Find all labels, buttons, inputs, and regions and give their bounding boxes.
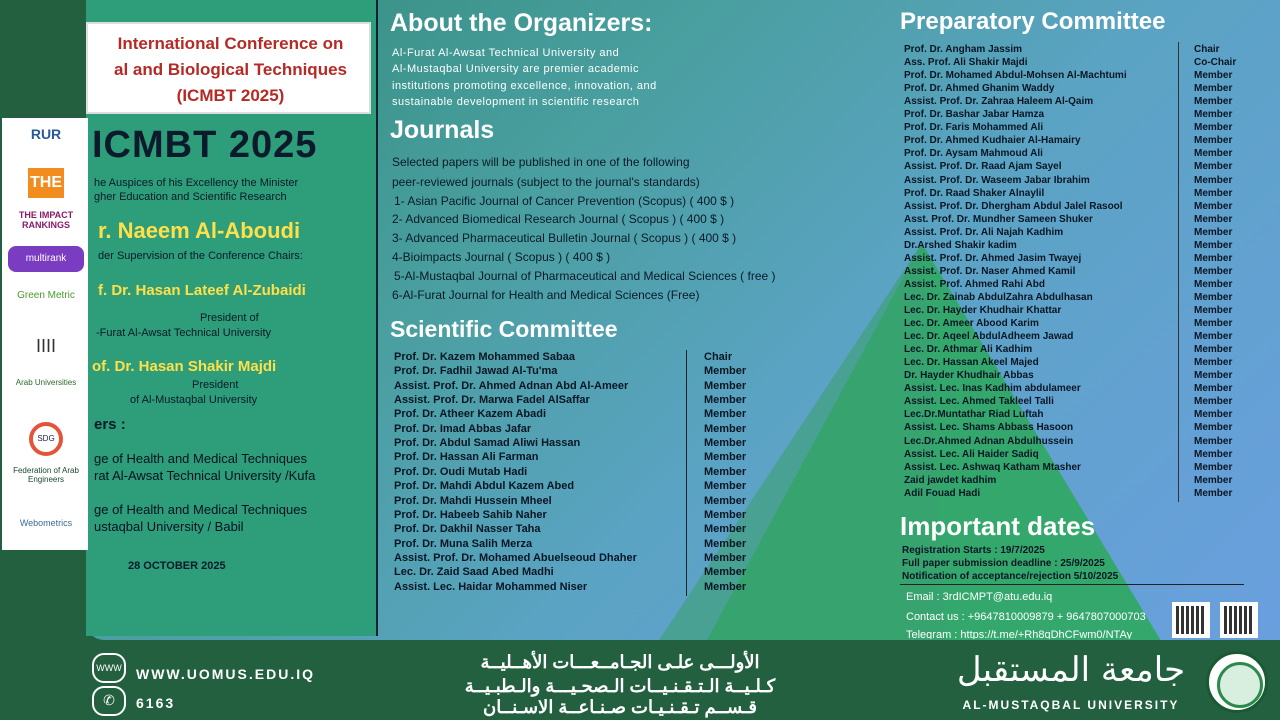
committee-row — [904, 135, 1244, 148]
webometrics-logo: Webometrics — [19, 518, 73, 528]
committee-row — [904, 488, 1244, 501]
committee-row — [904, 96, 1244, 109]
about-line2: Al-Mustaqbal University are premier academic — [392, 63, 639, 75]
member-role: Member — [1194, 83, 1233, 95]
conference-date: 28 OCTOBER 2025 — [128, 560, 226, 572]
committee-row — [904, 436, 1244, 449]
university-arabic-name: جامعة المستقبل — [956, 650, 1186, 690]
organizer1-line1: ge of Health and Medical Techniques — [94, 451, 307, 466]
committee-row — [904, 318, 1244, 331]
member-name: Assist. Prof. Dr. Marwa Fadel AlSaffar — [394, 394, 590, 407]
committee-row — [904, 422, 1244, 435]
member-name: Lec.Dr.Muntathar Riad Luftah — [904, 409, 1044, 421]
web-icon: WWW — [92, 653, 126, 683]
notification-date: Notification of acceptance/rejection 5/10/2025 — [902, 571, 1119, 582]
chair1-name: f. Dr. Hasan Lateef Al-Zubaidi — [98, 282, 306, 299]
ranking-logos — [2, 118, 88, 550]
member-name: Assist. Prof. Dr. Naser Ahmed Kamil — [904, 265, 1076, 277]
footer-arabic-line2: كـلـيــة الـتـقـنـيــات الـصحـيـــة والـطبـيــة — [464, 676, 776, 696]
committee-row — [394, 480, 764, 494]
member-name: Prof. Dr. Hassan Ali Farman — [394, 451, 539, 464]
committee-row — [394, 509, 764, 523]
committee-row — [904, 122, 1244, 135]
greenmetric-logo: Green Metric — [17, 290, 75, 301]
conference-title-line3: (ICMBT 2025) — [176, 86, 285, 105]
registration-date: Registration Starts : 19/7/2025 — [902, 545, 1045, 556]
member-role: Member — [704, 480, 747, 493]
member-role: Member — [704, 508, 747, 521]
member-name: Prof. Dr. Faris Mohammed Ali — [904, 122, 1044, 134]
member-role: Member — [1194, 370, 1233, 382]
member-name: Prof. Dr. Bashar Jabar Hamza — [904, 109, 1045, 121]
member-name: Prof. Dr. Oudi Mutab Hadi — [394, 465, 528, 478]
minister-name: r. Naeem Al-Aboudi — [98, 218, 301, 243]
about-line3: institutions promoting excellence, innovation, and — [392, 80, 657, 92]
member-role: Member — [1194, 305, 1233, 316]
footer-arabic-line1: الأولـــى علـى الجـامــعـــات الأهــليــة — [480, 652, 760, 672]
organizer2-line2: ustaqbal University / Babil — [94, 519, 244, 534]
member-name: Assist. Lec. Ashwaq Katham Mtasher — [904, 461, 1081, 473]
member-name: Prof. Dr. Ahmed Ghanim Waddy — [904, 83, 1055, 95]
member-role: Member — [704, 551, 747, 564]
committee-row — [904, 201, 1244, 214]
committee-row — [904, 331, 1244, 344]
university-english-name: AL-MUSTAQBAL UNIVERSITY — [962, 698, 1180, 712]
member-role: Member — [1194, 487, 1233, 499]
member-name: Lec. Dr. Zaid Saad Abed Madhi — [394, 566, 554, 579]
footer-arabic-line3: قـســم تـقـنـيـات صـنـاعــة الاسـنــان — [483, 697, 757, 717]
member-role: Chair — [704, 351, 733, 363]
member-role: Member — [1194, 226, 1233, 238]
organizers-label: ers : — [94, 416, 126, 433]
member-role: Member — [1194, 200, 1233, 212]
auspices-line2: gher Education and Scientific Research — [94, 191, 287, 203]
member-name: Prof. Dr. Fadhil Jawad Al-Tu'ma — [394, 365, 558, 378]
member-role: Member — [704, 422, 747, 435]
committee-row — [394, 495, 764, 509]
member-role: Member — [1194, 396, 1233, 408]
committee-row — [394, 451, 764, 465]
committee-row — [904, 305, 1244, 318]
journals-intro1: Selected papers will be published in one of the following — [392, 155, 690, 169]
member-role: Member — [1194, 331, 1233, 343]
committee-row — [394, 538, 764, 552]
multirank-logo: multirank — [8, 246, 84, 272]
member-name: Ass. Prof. Ali Shakir Majdi — [904, 57, 1028, 69]
committee-row — [904, 344, 1244, 357]
committee-row — [904, 475, 1244, 488]
about-line4: sustainable development in scientific research — [392, 96, 640, 108]
committee-row — [394, 394, 764, 408]
committee-row — [394, 523, 764, 537]
auspices-line1: he Auspices of his Excellency the Minister — [94, 177, 299, 189]
committee-row — [904, 70, 1244, 83]
organizer1-line2: rat Al-Awsat Technical University /Kufa — [94, 468, 316, 483]
member-role: Member — [1194, 435, 1233, 447]
member-role: Member — [1194, 174, 1233, 186]
member-name: Prof. Dr. Mohamed Abdul-Mohsen Al-Machtumi — [904, 70, 1127, 82]
committee-row — [904, 266, 1244, 279]
committee-row — [904, 214, 1244, 227]
member-role: Member — [1194, 448, 1233, 460]
member-name: Prof. Dr. Dakhil Nasser Taha — [394, 523, 541, 536]
member-name: Lec. Dr. Zainab AbdulZahra Abdulhasan — [904, 291, 1093, 303]
journal-item: 2- Advanced Biomedical Research Journal ( Scopus ) ( 400 $ ) — [392, 212, 725, 226]
member-role: Member — [1194, 161, 1233, 173]
member-name: Assist. Prof. Dr. Mohamed Abuelseoud Dhaher — [394, 551, 637, 564]
qr-code-1 — [1172, 602, 1210, 638]
member-name: Asst. Prof. Dr. Mundher Sameen Shuker — [904, 213, 1093, 225]
member-role: Member — [704, 408, 747, 421]
committee-row — [394, 566, 764, 580]
member-name: Assist. Prof. Dr. Dhergham Abdul Jalel Rasool — [904, 200, 1123, 212]
member-role: Member — [1194, 109, 1233, 121]
member-name: Lec. Dr. Hayder Khudhair Khattar — [904, 305, 1062, 316]
member-role: Member — [704, 394, 747, 407]
member-name: Lec. Dr. Ameer Abood Karim — [904, 318, 1039, 330]
supervision-text: der Supervision of the Conference Chairs: — [98, 250, 303, 262]
committee-row — [904, 57, 1244, 70]
member-role: Member — [1194, 291, 1233, 303]
ranking-columns-logo: IIII — [35, 336, 56, 356]
committee-row — [394, 380, 764, 394]
member-role: Member — [1194, 122, 1233, 134]
committee-row — [904, 188, 1244, 201]
member-name: Adil Fouad Hadi — [904, 487, 981, 499]
chair1-role: President of — [200, 312, 259, 324]
committee-row — [904, 279, 1244, 292]
footer-hotline: 6163 — [136, 695, 176, 711]
arab-universities-logo: Arab Universities — [15, 378, 77, 387]
member-name: Assist. Prof. Dr. Raad Ajam Sayel — [904, 161, 1062, 173]
committee-row — [394, 365, 764, 379]
member-role: Member — [1194, 135, 1233, 147]
committee-row — [394, 466, 764, 480]
the-impact-logo: THE IMPACT RANKINGS — [18, 210, 74, 230]
committee-row — [904, 109, 1244, 122]
member-name: Assist. Prof. Dr. Ahmed Jasim Twayej — [904, 252, 1082, 264]
member-name: Assist. Lec. Shams Abbass Hasoon — [904, 422, 1074, 434]
committee-row — [394, 437, 764, 451]
chair2-role: President — [192, 379, 239, 391]
committee-row — [394, 581, 764, 595]
committee-row — [904, 240, 1244, 253]
committee-row — [394, 552, 764, 566]
committee-row — [394, 423, 764, 437]
member-role: Member — [704, 566, 747, 579]
conference-title-line1: International Conference on — [117, 34, 344, 53]
member-name: Assist. Prof. Ahmed Rahi Abd — [904, 278, 1045, 290]
member-name: Assist. Lec. Ali Haider Sadiq — [904, 448, 1039, 460]
member-role: Member — [704, 523, 747, 536]
member-name: Prof. Dr. Angham Jassim — [904, 44, 1022, 55]
dates-rule — [900, 584, 1244, 585]
committee-row — [904, 253, 1244, 266]
member-name: Dr. Hayder Khudhair Abbas — [904, 370, 1034, 382]
member-role: Co-Chair — [1194, 57, 1237, 69]
member-name: Lec.Dr.Ahmed Adnan Abdulhussein — [904, 435, 1074, 447]
committee-row — [904, 449, 1244, 462]
conference-title-line2: al and Biological Techniques — [113, 60, 347, 79]
member-role: Member — [1194, 278, 1233, 290]
rur-logo: RUR — [30, 126, 62, 142]
about-heading: About the Organizers: — [390, 9, 653, 37]
member-name: Prof. Dr. Abdul Samad Aliwi Hassan — [394, 437, 581, 450]
member-role: Member — [1194, 344, 1233, 356]
member-name: Prof. Dr. Raad Shaker Alnaylil — [904, 187, 1045, 199]
member-name: Prof. Dr. Muna Salih Merza — [394, 537, 533, 550]
journal-item: 6-Al-Furat Journal for Health and Medical Sciences (Free) — [392, 288, 700, 302]
member-name: Assist. Prof. Dr. Ahmed Adnan Abd Al-Ameer — [394, 379, 629, 392]
member-role: Member — [1194, 213, 1233, 225]
icmbt-acronym: ICMBT 2025 — [92, 124, 318, 166]
committee-row — [904, 161, 1244, 174]
member-name: Prof. Dr. Habeeb Sahib Naher — [394, 508, 547, 521]
member-role: Chair — [1194, 44, 1220, 55]
member-name: Prof. Dr. Kazem Mohammed Sabaa — [394, 351, 575, 363]
member-name: Prof. Dr. Aysam Mahmoud Ali — [904, 148, 1043, 160]
member-role: Member — [704, 379, 747, 392]
member-role: Member — [1194, 239, 1233, 251]
member-role: Member — [704, 365, 747, 378]
committee-row — [904, 83, 1244, 96]
member-role: Member — [1194, 461, 1233, 473]
member-role: Member — [1194, 148, 1233, 160]
committee-row — [904, 292, 1244, 305]
arab-engineers-logo: Federation of Arab Engineers — [13, 466, 79, 484]
committee-row — [904, 175, 1244, 188]
journal-item: 5-Al-Mustaqbal Journal of Pharmaceutical and Medical Sciences ( free ) — [394, 269, 776, 283]
member-role: Member — [704, 451, 747, 464]
member-name: Assist. Prof. Dr. Waseem Jabar Ibrahim — [904, 174, 1090, 186]
member-role: Member — [1194, 252, 1233, 264]
member-role: Member — [1194, 187, 1233, 199]
member-name: Prof. Dr. Imad Abbas Jafar — [394, 422, 532, 435]
journal-item: 3- Advanced Pharmaceutical Bulletin Journal ( Scopus ) ( 400 $ ) — [392, 231, 737, 245]
contact-phone[interactable]: Contact us : +9647810009879 + 9647807000703 — [906, 611, 1146, 623]
scientific-heading: Scientific Committee — [390, 316, 618, 342]
member-name: Lec. Dr. Athmar Ali Kadhim — [904, 344, 1033, 356]
qr-code-2 — [1220, 602, 1258, 638]
member-role: Member — [704, 580, 747, 593]
member-role: Member — [1194, 474, 1233, 486]
the-logo: THE — [28, 168, 64, 198]
member-name: Lec. Dr. Aqeel AbdulAdheem Jawad — [904, 331, 1074, 343]
member-name: Assist. Lec. Ahmed Takleel Talli — [904, 396, 1054, 408]
organizer2-line1: ge of Health and Medical Techniques — [94, 502, 307, 517]
footer-website[interactable]: WWW.UOMUS.EDU.IQ — [136, 666, 315, 682]
member-name: Dr.Arshed Shakir kadim — [904, 239, 1017, 251]
committee-row — [904, 44, 1244, 57]
member-role: Member — [1194, 70, 1233, 82]
committee-row — [904, 227, 1244, 240]
member-name: Assist. Prof. Dr. Zahraa Haleem Al-Qaim — [904, 96, 1094, 108]
member-role: Member — [704, 465, 747, 478]
member-name: Prof. Dr. Atheer Kazem Abadi — [394, 408, 546, 421]
journals-heading: Journals — [390, 116, 495, 144]
university-seal-icon — [1206, 651, 1268, 713]
member-role: Member — [1194, 265, 1233, 277]
committee-row — [904, 148, 1244, 161]
contact-telegram[interactable]: Telegram : https://t.me/+Rh8qDhCFwm0/NTAy — [906, 629, 1133, 639]
member-role: Member — [1194, 318, 1233, 330]
member-name: Assist. Lec. Haidar Mohammed Niser — [394, 580, 588, 593]
submission-deadline: Full paper submission deadline : 25/9/2025 — [902, 558, 1105, 569]
committee-row — [394, 351, 764, 365]
journal-item: 4-Bioimpacts Journal ( Scopus ) ( 400 $ ) — [392, 250, 611, 264]
member-role: Member — [704, 537, 747, 550]
phone-icon: ✆ — [92, 686, 126, 716]
preparatory-heading: Preparatory Committee — [900, 8, 1166, 35]
member-role: Member — [704, 494, 747, 507]
member-role: Member — [1194, 409, 1233, 421]
committee-row — [904, 383, 1244, 396]
member-name: Prof. Dr. Mahdi Abdul Kazem Abed — [394, 480, 575, 493]
member-name: Prof. Dr. Mahdi Hussein Mheel — [394, 494, 552, 507]
contact-email[interactable]: Email : 3rdICMPT@atu.edu.iq — [906, 591, 1053, 603]
member-name: Prof. Dr. Ahmed Kudhaier Al-Hamairy — [904, 135, 1081, 147]
chair2-name: of. Dr. Hasan Shakir Majdi — [92, 358, 277, 375]
committee-row — [394, 408, 764, 422]
journal-item: 1- Asian Pacific Journal of Cancer Prevention (Scopus) ( 400 $ ) — [394, 194, 735, 208]
member-role: Member — [1194, 422, 1233, 434]
member-role: Member — [1194, 96, 1233, 108]
committee-row — [904, 409, 1244, 422]
dates-heading: Important dates — [900, 511, 1096, 541]
committee-row — [904, 357, 1244, 370]
chair1-org: -Furat Al-Awsat Technical University — [96, 327, 272, 339]
member-role: Member — [1194, 357, 1233, 369]
conference-title-box — [86, 22, 371, 114]
committee-row — [904, 370, 1244, 383]
member-name: Zaid jawdet kadhim — [904, 474, 997, 486]
journals-intro2: peer-reviewed journals (subject to the journal's standards) — [392, 175, 700, 189]
committee-row — [904, 462, 1244, 475]
about-line1: Al-Furat Al-Awsat Technical University and — [392, 47, 620, 59]
chair2-org: of Al-Mustaqbal University — [130, 394, 258, 406]
member-name: Lec. Dr. Hassan Akeel Majed — [904, 357, 1039, 369]
member-name: Assist. Lec. Inas Kadhim abdulameer — [904, 383, 1081, 395]
member-name: Assist. Prof. Dr. Ali Najah Kadhim — [904, 226, 1064, 238]
member-role: Member — [1194, 383, 1233, 395]
sdg-logo: SDG — [29, 422, 63, 456]
member-role: Member — [704, 437, 747, 450]
committee-row — [904, 396, 1244, 409]
